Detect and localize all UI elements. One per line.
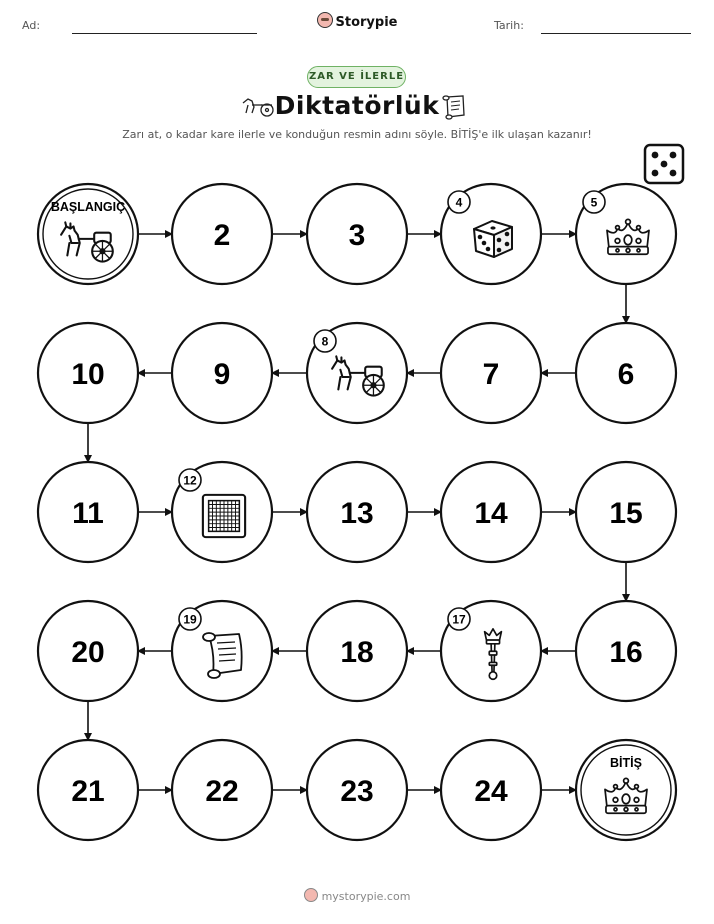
square-number: 20 bbox=[71, 636, 105, 669]
board-square[interactable] bbox=[441, 740, 541, 840]
square-number: 16 bbox=[609, 636, 643, 669]
start-square[interactable] bbox=[38, 184, 138, 284]
board-square[interactable] bbox=[576, 323, 676, 423]
square-number: 19 bbox=[183, 612, 197, 627]
square-number: 3 bbox=[348, 219, 366, 252]
mascot-icon bbox=[304, 888, 318, 902]
square-number: 7 bbox=[482, 358, 500, 391]
square-number: 15 bbox=[609, 497, 643, 530]
square-number: 14 bbox=[474, 497, 508, 530]
name-label: Ad: bbox=[22, 19, 41, 32]
board-square[interactable] bbox=[38, 740, 138, 840]
square-number: 22 bbox=[205, 775, 239, 808]
board-square[interactable] bbox=[307, 323, 407, 423]
grid-icon bbox=[203, 495, 245, 537]
finish-square[interactable] bbox=[576, 740, 676, 840]
board-square[interactable] bbox=[172, 323, 272, 423]
board-square[interactable] bbox=[576, 184, 676, 284]
square-number: 4 bbox=[455, 195, 463, 210]
date-label: Tarih: bbox=[494, 19, 524, 32]
board-square[interactable] bbox=[441, 323, 541, 423]
start-label: BAŞLANGIÇ bbox=[50, 200, 126, 214]
board-square[interactable] bbox=[307, 601, 407, 701]
board-square[interactable] bbox=[172, 184, 272, 284]
footer bbox=[0, 888, 714, 903]
board-square[interactable] bbox=[307, 740, 407, 840]
board-square[interactable] bbox=[38, 601, 138, 701]
dice-icon bbox=[474, 221, 512, 257]
board-square[interactable] bbox=[576, 601, 676, 701]
board-square[interactable] bbox=[441, 184, 541, 284]
game-type-badge: ZAR VE İLERLE bbox=[307, 66, 406, 88]
board-square[interactable] bbox=[38, 462, 138, 562]
square-number: 2 bbox=[213, 219, 231, 252]
board-square[interactable] bbox=[307, 184, 407, 284]
board-square[interactable] bbox=[172, 462, 272, 562]
square-number: 23 bbox=[340, 775, 374, 808]
square-number: 21 bbox=[71, 775, 105, 808]
square-number: 24 bbox=[474, 775, 508, 808]
board-square[interactable] bbox=[307, 462, 407, 562]
board-square[interactable] bbox=[172, 740, 272, 840]
board-square[interactable] bbox=[576, 462, 676, 562]
square-number: 9 bbox=[213, 358, 231, 391]
square-number: 12 bbox=[183, 473, 197, 488]
board-square[interactable] bbox=[172, 601, 272, 701]
square-number: 13 bbox=[340, 497, 374, 530]
square-number: 11 bbox=[72, 497, 104, 530]
square-number: 17 bbox=[452, 612, 466, 627]
board-square[interactable] bbox=[441, 601, 541, 701]
square-number: 5 bbox=[590, 195, 598, 210]
square-number: 18 bbox=[340, 636, 374, 669]
square-circle bbox=[38, 184, 138, 284]
square-number: 6 bbox=[617, 358, 635, 391]
brand-name: Storypie bbox=[335, 15, 398, 30]
finish-label: BİTİŞ bbox=[610, 756, 642, 770]
instructions: Zarı at, o kadar kare ilerle ve konduğun resmin adını söyle. BİTİŞ'e ilk ulaşan kazanır! bbox=[122, 128, 592, 141]
board-square[interactable] bbox=[38, 323, 138, 423]
board-square[interactable] bbox=[441, 462, 541, 562]
footer-url: mystorypie.com bbox=[321, 890, 411, 903]
square-number: 8 bbox=[321, 334, 329, 349]
square-number: 10 bbox=[71, 358, 105, 391]
page-title: Diktatörlük bbox=[274, 91, 440, 120]
